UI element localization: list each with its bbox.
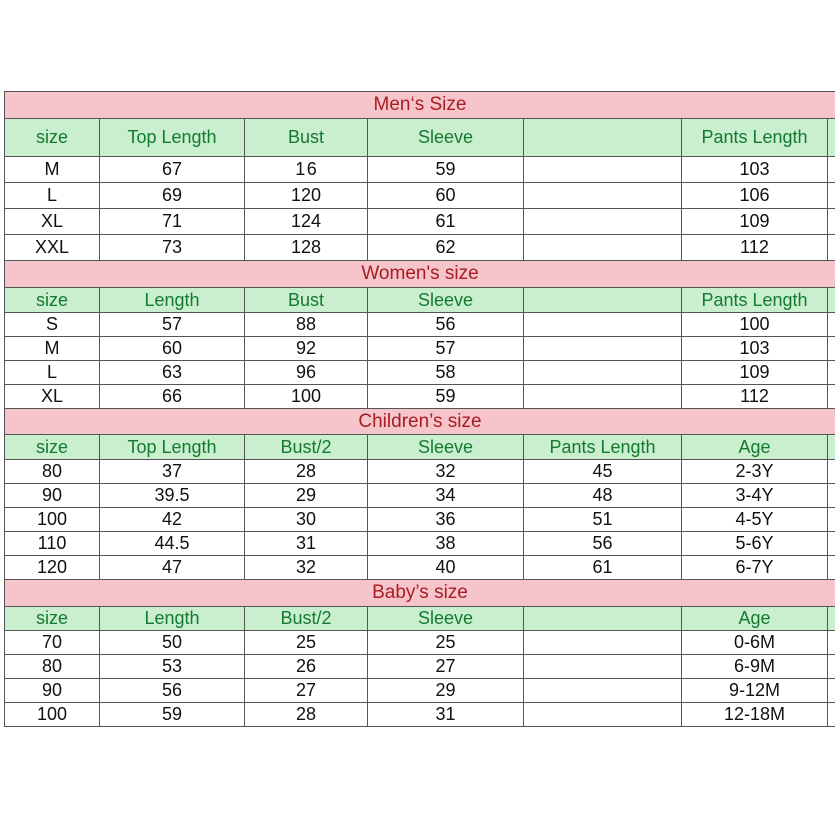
table-cell: 51 — [524, 508, 682, 531]
table-cell — [524, 385, 682, 408]
header-cell: Length — [100, 288, 245, 312]
table-cell — [828, 361, 835, 384]
table-cell: 45 — [524, 460, 682, 483]
table-cell: 103 — [682, 157, 828, 182]
header-cell — [828, 119, 835, 156]
table-cell: 124 — [245, 209, 368, 234]
table-cell — [828, 679, 835, 702]
table-cell: 100 — [682, 313, 828, 336]
header-cell: Sleeve — [368, 435, 524, 459]
table-cell: 61 — [368, 209, 524, 234]
table-cell: 66 — [100, 385, 245, 408]
table-cell: 110 — [5, 532, 100, 555]
table-cell: 4-5Y — [682, 508, 828, 531]
table-cell: 0-6M — [682, 631, 828, 654]
table-cell: XL — [5, 209, 100, 234]
header-cell: Bust/2 — [245, 607, 368, 630]
table-row — [5, 157, 835, 183]
table-cell: 56 — [524, 532, 682, 555]
table-cell: 2-3Y — [682, 460, 828, 483]
header-cell: Sleeve — [368, 607, 524, 630]
header-cell: size — [5, 607, 100, 630]
table-cell: 70 — [5, 631, 100, 654]
table-cell: 28 — [245, 703, 368, 726]
table-row — [5, 532, 835, 556]
table-cell: XXL — [5, 235, 100, 260]
table-cell — [524, 337, 682, 360]
table-cell: 26 — [245, 655, 368, 678]
table-cell — [828, 703, 835, 726]
table-row — [5, 385, 835, 409]
size-chart-table — [4, 91, 835, 727]
table-cell: 109 — [682, 209, 828, 234]
table-cell: 5-6Y — [682, 532, 828, 555]
table-cell — [828, 631, 835, 654]
table-cell — [524, 703, 682, 726]
table-cell — [524, 631, 682, 654]
table-cell — [524, 361, 682, 384]
table-cell: XL — [5, 385, 100, 408]
header-row-womens — [5, 288, 835, 313]
section-title: Women's size — [361, 263, 479, 284]
header-cell: Length — [100, 607, 245, 630]
table-cell: M — [5, 337, 100, 360]
header-cell — [828, 288, 835, 312]
header-cell — [524, 119, 682, 156]
header-cell — [524, 288, 682, 312]
table-cell — [524, 209, 682, 234]
header-cell: Pants Length — [524, 435, 682, 459]
table-cell: 57 — [100, 313, 245, 336]
header-cell — [828, 435, 835, 459]
table-cell: 90 — [5, 679, 100, 702]
table-row — [5, 484, 835, 508]
header-cell: Top Length — [100, 435, 245, 459]
table-cell: 58 — [368, 361, 524, 384]
table-cell: 57 — [368, 337, 524, 360]
table-cell: 25 — [368, 631, 524, 654]
header-cell: Age — [682, 435, 828, 459]
section-title-childrens — [5, 409, 835, 435]
table-cell — [828, 655, 835, 678]
table-cell: 36 — [368, 508, 524, 531]
table-cell: 27 — [368, 655, 524, 678]
section-title: Men‘s Size — [373, 94, 467, 115]
table-cell: 112 — [682, 235, 828, 260]
table-cell — [828, 313, 835, 336]
table-cell — [524, 235, 682, 260]
table-cell: 32 — [245, 556, 368, 579]
table-cell: 56 — [368, 313, 524, 336]
table-cell: 80 — [5, 460, 100, 483]
table-cell: 100 — [5, 703, 100, 726]
table-row — [5, 361, 835, 385]
table-row — [5, 183, 835, 209]
table-cell: 112 — [682, 385, 828, 408]
table-row — [5, 631, 835, 655]
section-title: Baby’s size — [372, 582, 468, 603]
table-row — [5, 235, 835, 261]
table-cell: 69 — [100, 183, 245, 208]
table-cell: 128 — [245, 235, 368, 260]
table-cell: 71 — [100, 209, 245, 234]
table-cell: 48 — [524, 484, 682, 507]
header-cell: size — [5, 288, 100, 312]
table-cell: 62 — [368, 235, 524, 260]
table-cell: 27 — [245, 679, 368, 702]
table-cell: 61 — [524, 556, 682, 579]
table-cell: 32 — [368, 460, 524, 483]
table-cell: 73 — [100, 235, 245, 260]
table-cell — [524, 313, 682, 336]
table-row — [5, 313, 835, 337]
table-cell — [828, 385, 835, 408]
header-cell — [828, 607, 835, 630]
section-title-womens — [5, 261, 835, 288]
table-cell: 67 — [100, 157, 245, 182]
table-cell: 100 — [245, 385, 368, 408]
table-cell: 60 — [100, 337, 245, 360]
section-title: Children’s size — [358, 410, 482, 432]
table-cell: 42 — [100, 508, 245, 531]
table-cell: 29 — [368, 679, 524, 702]
table-cell: 28 — [245, 460, 368, 483]
table-cell: 47 — [100, 556, 245, 579]
table-row — [5, 508, 835, 532]
header-cell: Sleeve — [368, 119, 524, 156]
table-cell: 80 — [5, 655, 100, 678]
table-cell: 63 — [100, 361, 245, 384]
table-cell — [524, 679, 682, 702]
table-cell: 59 — [100, 703, 245, 726]
header-cell: Bust — [245, 119, 368, 156]
header-row-mens — [5, 119, 835, 157]
header-cell: Pants Length — [682, 119, 828, 156]
table-cell: 40 — [368, 556, 524, 579]
table-row — [5, 460, 835, 484]
table-cell: 39.5 — [100, 484, 245, 507]
table-cell — [828, 183, 835, 208]
table-cell: 34 — [368, 484, 524, 507]
table-cell — [828, 460, 835, 483]
table-row — [5, 209, 835, 235]
table-cell: 6-7Y — [682, 556, 828, 579]
table-cell: 38 — [368, 532, 524, 555]
table-cell — [828, 508, 835, 531]
table-cell: 90 — [5, 484, 100, 507]
table-row — [5, 556, 835, 580]
table-cell — [828, 235, 835, 260]
table-cell: 103 — [682, 337, 828, 360]
table-cell — [524, 157, 682, 182]
table-cell: 3-4Y — [682, 484, 828, 507]
table-cell: 109 — [682, 361, 828, 384]
table-cell: 6-9M — [682, 655, 828, 678]
table-cell: 92 — [245, 337, 368, 360]
table-cell — [828, 209, 835, 234]
table-cell: 30 — [245, 508, 368, 531]
header-cell: Pants Length — [682, 288, 828, 312]
table-cell — [828, 556, 835, 579]
table-cell: 96 — [245, 361, 368, 384]
table-cell: 120 — [245, 183, 368, 208]
table-row — [5, 679, 835, 703]
table-cell: 59 — [368, 385, 524, 408]
header-cell: size — [5, 435, 100, 459]
header-cell: Top Length — [100, 119, 245, 156]
header-row-babys — [5, 607, 835, 631]
table-cell: 88 — [245, 313, 368, 336]
table-cell: 120 — [5, 556, 100, 579]
section-title-mens — [5, 92, 835, 119]
table-cell: 53 — [100, 655, 245, 678]
table-cell: L — [5, 361, 100, 384]
table-cell — [828, 157, 835, 182]
table-cell: 44.5 — [100, 532, 245, 555]
header-cell: Sleeve — [368, 288, 524, 312]
table-cell: M — [5, 157, 100, 182]
section-title-babys — [5, 580, 835, 607]
table-cell — [828, 532, 835, 555]
header-cell — [524, 607, 682, 630]
header-cell: Bust/2 — [245, 435, 368, 459]
header-cell: Bust — [245, 288, 368, 312]
table-row — [5, 337, 835, 361]
table-cell: 37 — [100, 460, 245, 483]
table-cell: 100 — [5, 508, 100, 531]
header-cell: Age — [682, 607, 828, 630]
table-cell: S — [5, 313, 100, 336]
table-cell — [524, 183, 682, 208]
table-row — [5, 655, 835, 679]
table-cell: 60 — [368, 183, 524, 208]
table-cell — [828, 337, 835, 360]
table-cell: 9-12M — [682, 679, 828, 702]
table-cell — [524, 655, 682, 678]
table-cell: 25 — [245, 631, 368, 654]
table-cell: 31 — [368, 703, 524, 726]
header-row-childrens — [5, 435, 835, 460]
table-cell: 31 — [245, 532, 368, 555]
table-cell — [828, 484, 835, 507]
table-cell: L — [5, 183, 100, 208]
table-cell: 12-18M — [682, 703, 828, 726]
table-cell: 106 — [682, 183, 828, 208]
table-cell: 59 — [368, 157, 524, 182]
header-cell: size — [5, 119, 100, 156]
table-cell: 1 6 — [245, 157, 368, 182]
table-cell: 29 — [245, 484, 368, 507]
table-cell: 56 — [100, 679, 245, 702]
table-cell: 50 — [100, 631, 245, 654]
table-row — [5, 703, 835, 727]
